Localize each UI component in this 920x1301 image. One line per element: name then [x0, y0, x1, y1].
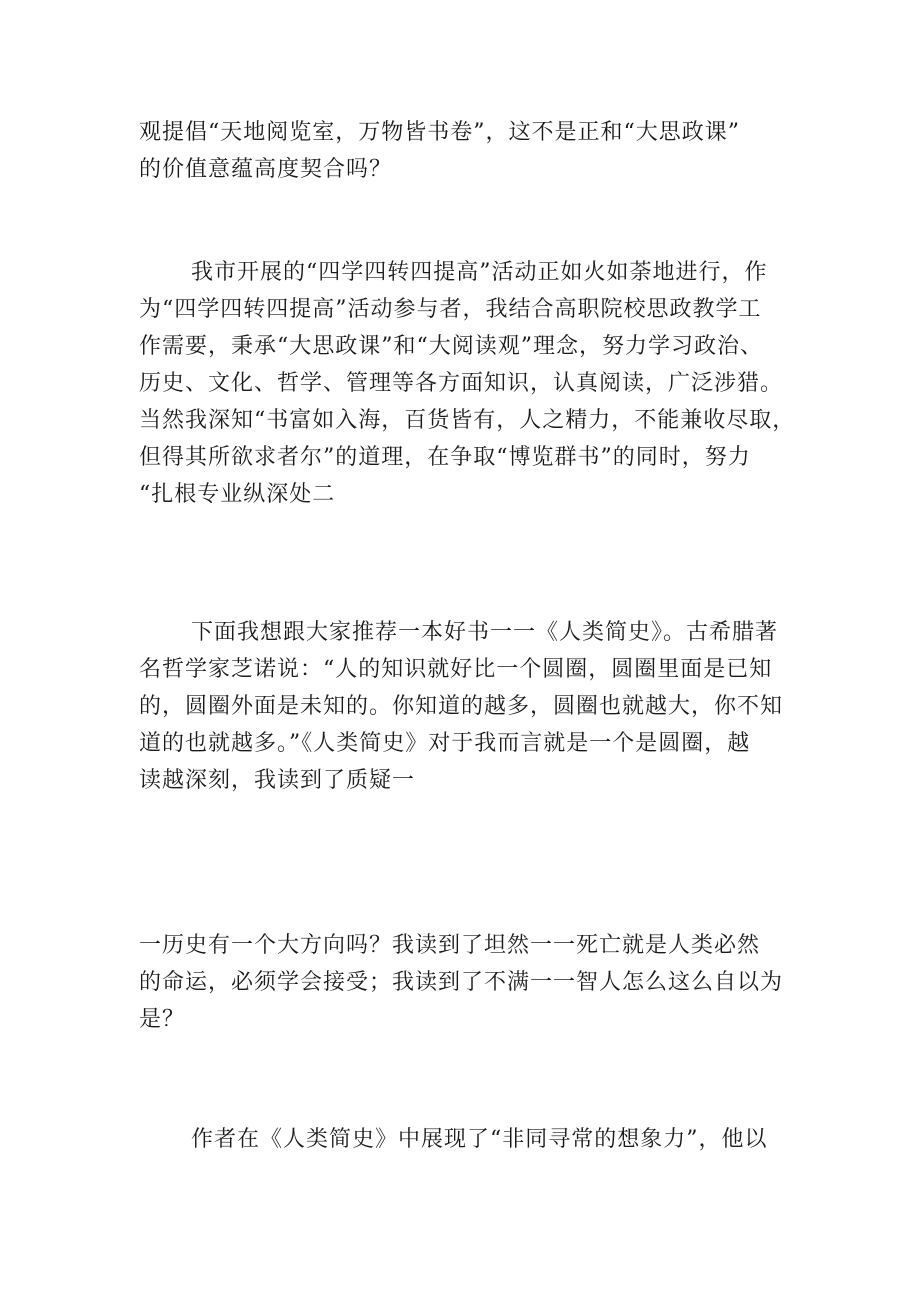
paragraph-four-learnings-activity: [139, 254, 799, 513]
paragraph-book-recommendation: [139, 614, 799, 799]
text-line: 当然我深知“书富如入海，百货皆有，人之精力，不能兼收尽取，: [139, 408, 796, 433]
text-line: 为“四学四转四提高”活动参与者，我结合高职院校思政教学工: [139, 297, 762, 322]
paragraph-history-reflections: [139, 927, 799, 1038]
text-line: “扎根专业纵深处二: [139, 482, 336, 507]
text-line: 作者在《人类简史》中展现了“非同寻常的想象力”，他以: [191, 1127, 768, 1152]
text-line: 观提倡“天地阅览室，万物皆书卷”，这不是正和“大思政课”: [139, 120, 740, 145]
text-line: 道的也就越多。”《人类简史》对于我而言就是一个是圆圈，越: [139, 731, 751, 756]
text-line: 是？: [139, 1007, 186, 1032]
text-line: 历史、文化、哲学、管理等各方面知识，认真阅读，广泛涉猎。: [139, 371, 784, 396]
text-line: 的，圆圈外面是未知的。你知道的越多，圆圈也就越大，你不知: [139, 694, 784, 719]
text-line: 我市开展的“四学四转四提高”活动正如火如荼地进行，作: [191, 260, 768, 285]
text-line: 下面我想跟大家推荐一本好书一一《人类简史》。古希腊著: [191, 620, 779, 645]
text-line: 的价值意蕴高度契合吗？: [139, 157, 393, 182]
paragraph-continuation-reading-view: [139, 114, 799, 188]
text-line: 但得其所欲求者尔”的道理，在争取“博览群书”的同时，努力: [139, 445, 751, 470]
text-line: 名哲学家芝诺说：“人的知识就好比一个圆圈，圆圈里面是已知: [139, 657, 773, 682]
text-line: 一历史有一个大方向吗？我读到了坦然一一死亡就是人类必然: [139, 933, 761, 958]
text-line: 的命运，必须学会接受；我读到了不满一一智人怎么这么自以为: [139, 970, 784, 995]
text-line: 读越深刻，我读到了质疑一: [139, 768, 416, 793]
text-line: 作需要，秉承“大思政课”和“大阅读观”理念，努力学习政治、: [139, 334, 763, 359]
paragraph-author-imagination: [139, 1121, 799, 1158]
